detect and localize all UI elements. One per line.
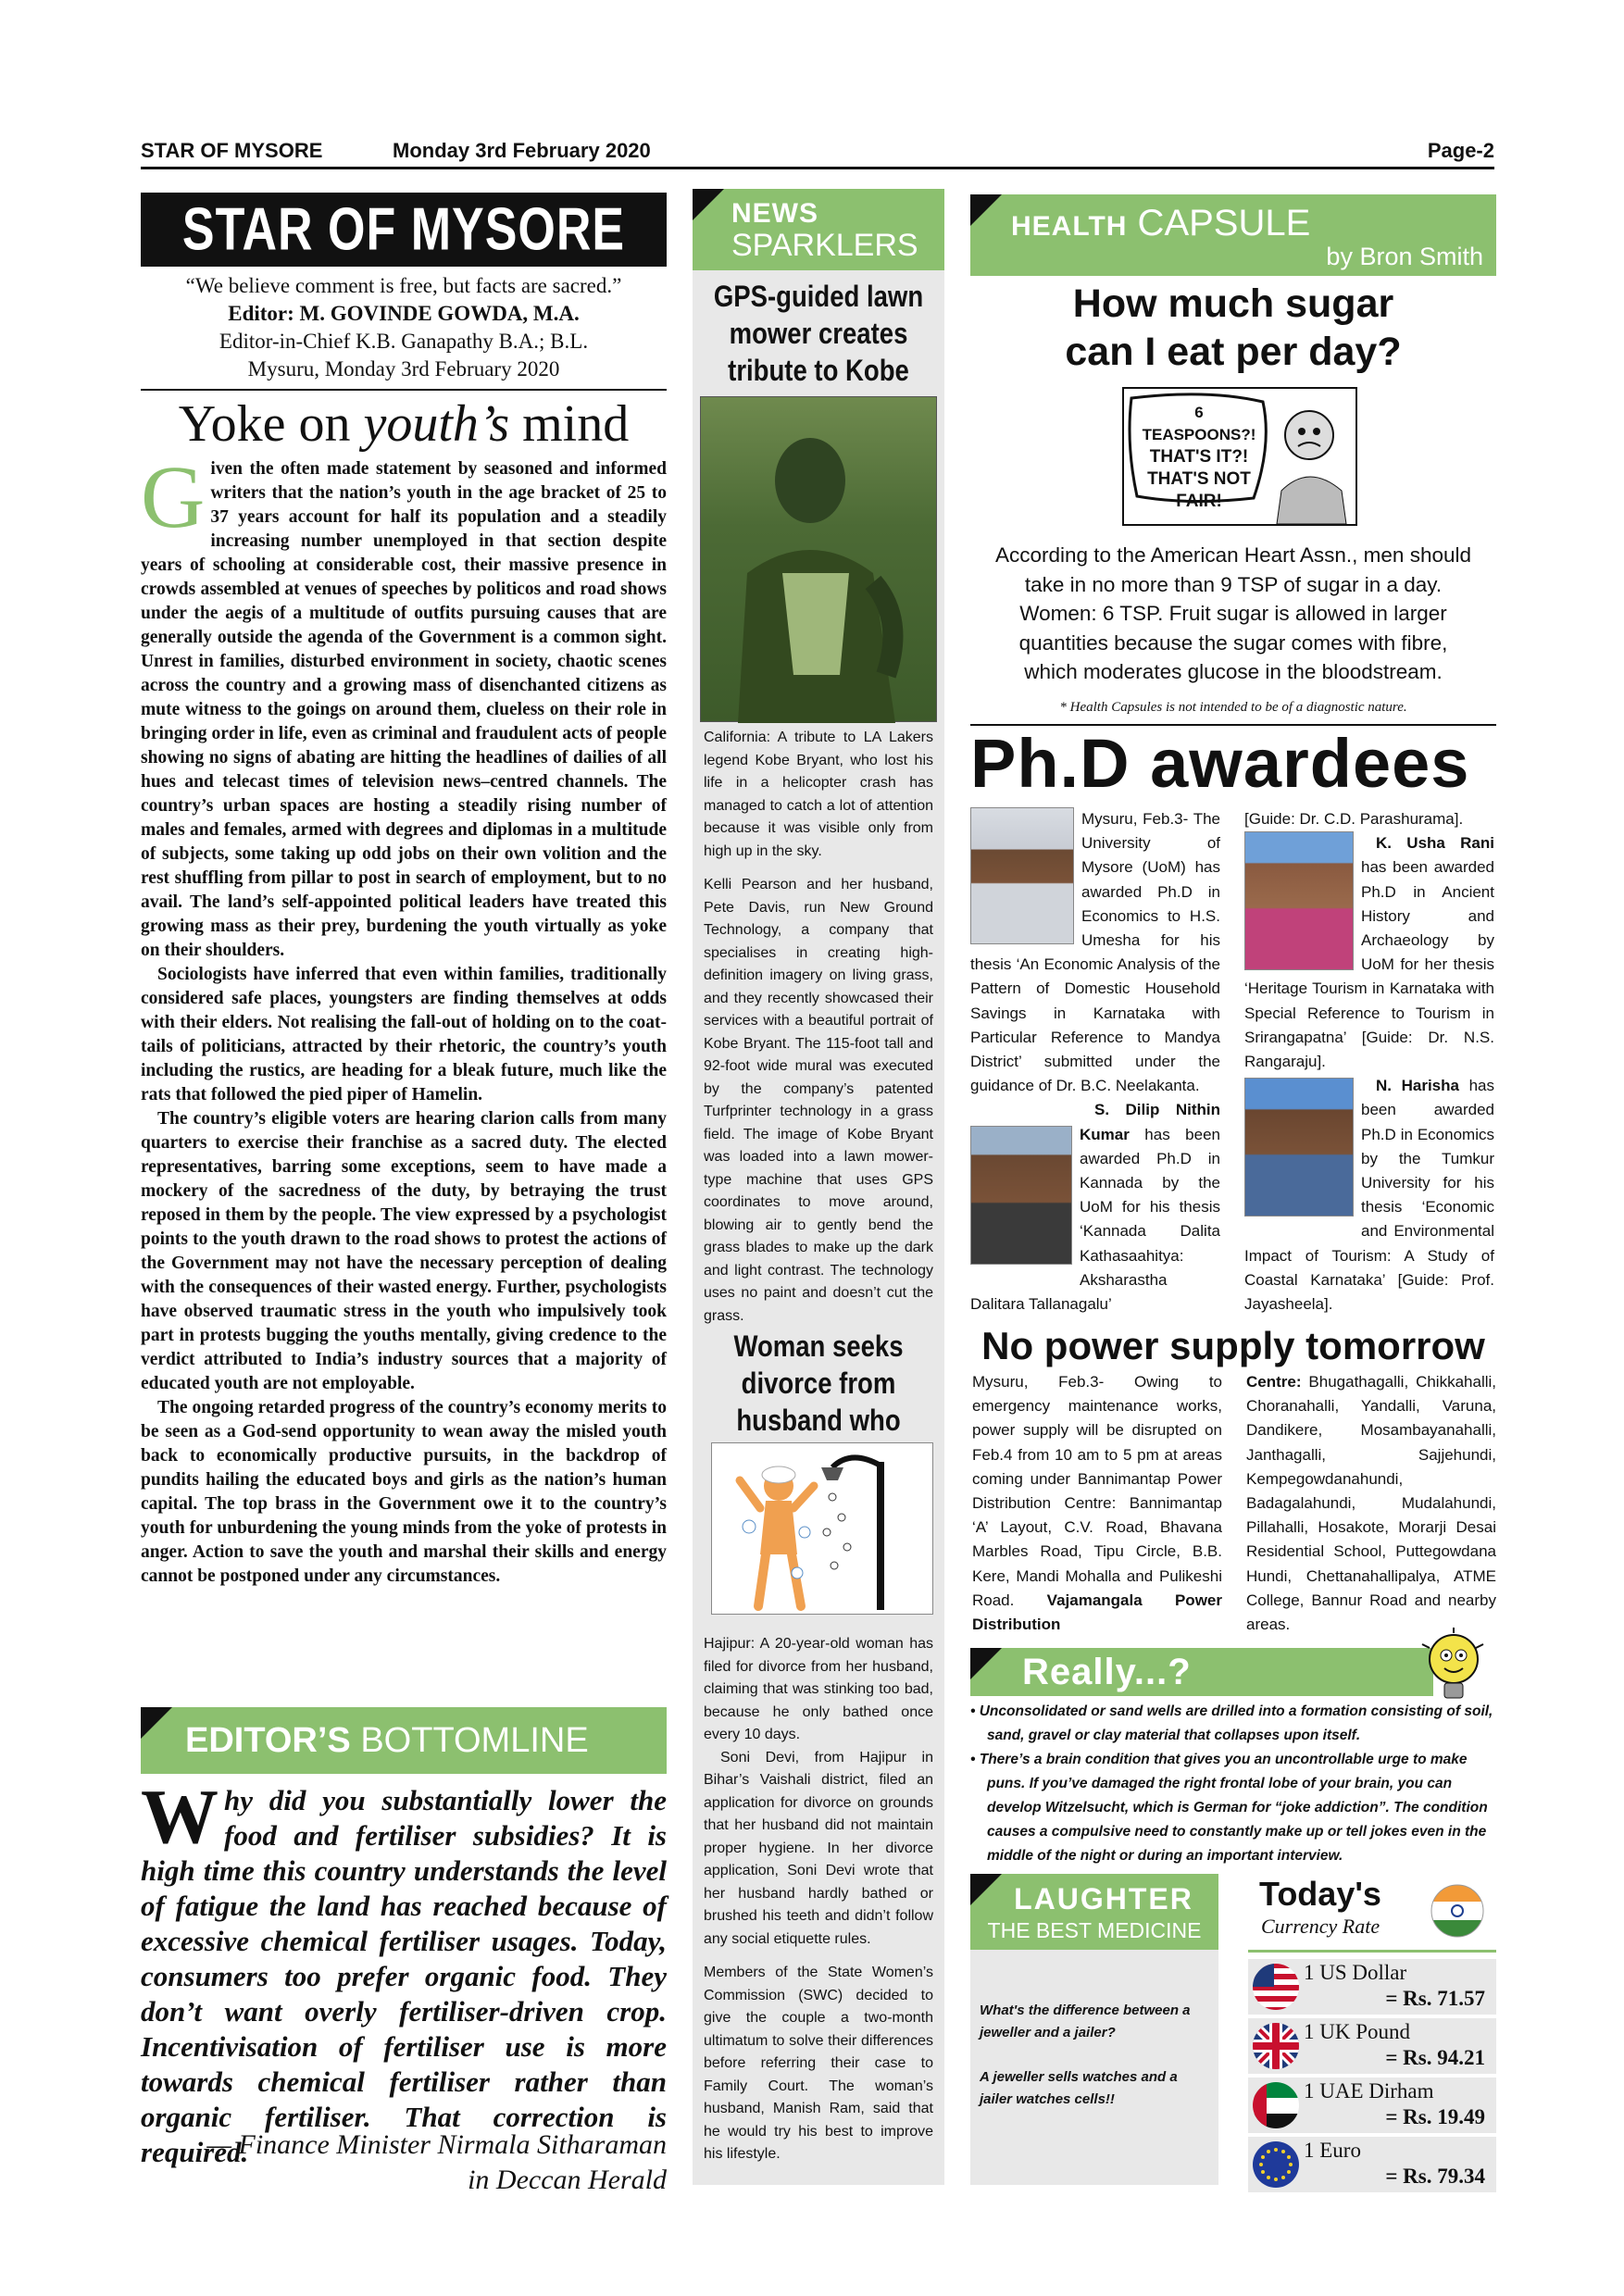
editorial-headline: Yoke on youth’s mind (178, 395, 630, 453)
cartoon-speech: 6 TEASPOONS?! THAT'S IT?! THAT'S NOT FAIR! (1142, 404, 1256, 511)
sparklers-story2-body (704, 1633, 933, 2166)
sparklers-story1-body (704, 727, 933, 1328)
kobe-portrait-icon (701, 397, 938, 723)
masthead-motto: “We believe comment is free, but facts are sacred.” (185, 274, 622, 297)
sparklers-story1-headline: GPS-guided lawn mower creates tribute to Kobe (713, 280, 924, 387)
health-headline: How much sugar can I eat per day? (1065, 281, 1402, 374)
masthead-editor: Editor: M. GOVINDE GOWDA, M.A. (228, 302, 580, 325)
phd-column-2 (1244, 807, 1494, 1316)
banner-corner (970, 194, 1002, 226)
phd-column-1 (970, 807, 1220, 1316)
harisha-photo (1244, 1078, 1354, 1217)
phd-umesha-text: Mysuru, Feb.3- The University of Mysore (UoM) has awarded Ph.D in Economics to H.S. Umesha for his thesis ‘An Economic Analysis of the Pattern of Domestic Household Savings in Karnataka with Particular Reference to Mandya District’ submitted under the guidance of Dr. B.C. Neelakanta. (970, 810, 1220, 1095)
umesha-photo (970, 807, 1074, 944)
story2-paragraph-3: Members of the State Women’s Commission (SWC) decided to give the couple a two-month ultimatum to solve their differences before referring their case to Family Court. The woman’s husband, Manish Ram, said that he would try his best to improve his lifestyle. (704, 1965, 933, 2162)
dilip-photo (970, 1126, 1072, 1265)
usha-rani-photo (1244, 831, 1354, 970)
editorial-paragraph-2: Sociologists have inferred that even within families, traditionally considered safe places, youngsters are finding themselves at odds with their elders. Not realising the fall-out of holding on to the coat-tails of politicians, attracted by their rhetoric, the country’s youth including the rustics, are heading for a bleak future, much like the rats that followed the pied piper of Hamelin. (141, 965, 667, 1104)
health-text: According to the American Heart Assn., men should take in no more than 9 TSP of sugar in a day. Women: 6 TSP. Fruit sugar is allowed in larger quantities because the sugar comes with fibre, which moderates glucose in the bloodstream. (994, 543, 1472, 683)
really-facts (970, 1700, 1496, 1868)
phd-headline: Ph.D awardees (970, 725, 1470, 802)
masthead-dateline: Mysuru, Monday 3rd February 2020 (247, 357, 560, 381)
health-title: HEALTH CAPSULE (1011, 203, 1311, 243)
bottomline-title: EDITOR’S BOTTOMLINE (185, 1721, 589, 1760)
kobe-grass-portrait-photo (700, 396, 937, 722)
phd-guide-text: [Guide: Dr. C.D. Parashurama]. (1244, 810, 1464, 828)
currency-title: Today's (1259, 1875, 1381, 1913)
laughter-joke (980, 2000, 1211, 2111)
uae-flag-icon (1252, 2081, 1300, 2129)
currency-row-gbp (1248, 2018, 1496, 2074)
bottomline-attribution: — Finance Minister Nirmala Sitharaman in Deccan Herald (206, 2129, 667, 2195)
sparklers-story2-headline: Woman seeks divorce from husband who (733, 1329, 904, 1437)
health-disclaimer: * Health Capsules is not intended to be of a diagnostic nature. (1059, 700, 1407, 715)
sparklers-banner (693, 189, 944, 270)
us-flag-icon (1252, 1963, 1300, 2011)
sparklers-title: NEWS SPARKLERS (731, 198, 918, 263)
phd-dilip-text: S. Dilip Nithin Kumar has been awarded Ph.D in Kannada by the UoM for his thesis ‘Kannada Dalita Kathasaahitya: Aksharastha Dalitara Tallanagalu’ (970, 1101, 1220, 1314)
lightbulb-icon (1417, 1626, 1491, 1709)
masthead-logo-text: STAR OF MYSORE (181, 195, 626, 264)
joke-answer: A jeweller sells watches and a jailer watches cells!! (980, 2069, 1178, 2107)
currency-box (1248, 1874, 1496, 2188)
really-banner (970, 1648, 1433, 1696)
story1-paragraph-1: California: A tribute to LA Lakers legend Kobe Bryant, who lost his life in a helicopter crash has managed to catch a lot of attention because it was visible only from high up in the sky. (704, 730, 933, 859)
currency-name: 1 UK Pound (1304, 2020, 1411, 2043)
health-byline: by Bron Smith (1326, 243, 1483, 270)
page-header (141, 139, 1494, 167)
power-column-2: Centre: Bhugathagalli, Chikkahalli, Choranahalli, Yandalli, Varuna, Dandikere, Mosambayanahalli, Janthagalli, Sajjehundi, Kempegowdanahundi, Badagalahundi, Mudalahundi, Pillahalli, Hosakote, Morarji Desai Residential School, Puttegowdana Hundi, Chettanahallipalya, ATME College, Bannur Road and nearby areas. (1246, 1373, 1496, 1634)
currency-value: = Rs. 94.21 (1385, 2046, 1485, 2069)
masthead-rule (141, 389, 667, 391)
currency-header-rule (1248, 1950, 1496, 1953)
masthead-logo (141, 193, 667, 267)
power-areas-text-1: Mysuru, Feb.3- Owing to emergency maintenance works, power supply will be disrupted on Feb.4 from 10 am to 5 pm at areas coming under Bannimantap Power Distribution Centre: Bannimantap ‘A’ Layout, C.V. Road, Bhavana Marbles Road, Tipu Circle, B.B. Kere, Mandi Mohalla and Pulikeshi Road. (972, 1373, 1222, 1609)
editorial-paragraph-4: The ongoing retarded progress of the country’s economy merits to be seen as a God-send opportunity to wean away the misled youth back to economically productive pursuits, in the backdrop of pundits hailing the educated boys and girls as the nation’s human capital. The top brass in the Government owe it to the country’s youth for unburdening the young minds from the yoke of protests in anger. Action to save the youth and marshal their skills and energy cannot be postponed under any circumstances. (141, 1398, 667, 1586)
health-cartoon (1122, 387, 1357, 526)
bullet-icon: • (970, 1752, 980, 1767)
eu-flag-icon (1252, 2140, 1300, 2189)
header-page-number: Page-2 (1427, 139, 1494, 162)
shower-man-icon (712, 1443, 934, 1616)
banner-corner (970, 1648, 1002, 1679)
editorial-paragraph-3: The country’s eligible voters are hearing clarion calls from many quarters to exercise their franchise as a sacred duty. The elected representatives, barring some exceptions, seem to have made a mockery of the sacredness of the duty, by betraying the trust reposed in them by the people. The view expressed by a psychologist points to the youth drawn to the road shows to protest the actions of the Government may not have the necessary perception of dealing with the consequences of their wasted energy. Further, psychologists have observed traumatic stress in the youth who impulsively took part in protests bugging the youths mentally, giving credence to the verdict attributed to India’s industry sources that a majority of educated youth are not employable. (141, 1109, 667, 1393)
health-banner (970, 194, 1496, 276)
masthead-chief: Editor-in-Chief K.B. Ganapathy B.A.; B.L. (219, 330, 589, 353)
currency-name: 1 US Dollar (1304, 1961, 1407, 1984)
bottomline-quote (141, 1774, 667, 2170)
shower-illustration (711, 1442, 933, 1615)
bullet-icon: • (970, 1703, 980, 1719)
banner-corner (693, 189, 724, 220)
power-headline: No power supply tomorrow (981, 1324, 1485, 1367)
story1-paragraph-2: Kelli Pearson and her husband, Pete Davis, run New Ground Technology, a company that specialises in creating high-definition imagery on living grass, and they recently showcased their services with a beautiful portrait of Kobe Bryant. The 115-foot tall and 92-foot wide mural was executed by the company’s patented Turfprinter technology in a grass field. The image of Kobe Bryant was loaded into a lawn mower-type machine that uses GPS coordinates to move around, blowing air to gently bend the grass blades to make up the dark and light contrast. The technology uses no paint and doesn’t cut the grass. (704, 877, 933, 1324)
banner-corner (141, 1707, 172, 1739)
power-centre-name: Vajamangala Power Distribution (972, 1591, 1222, 1634)
currency-row-aed (1248, 2078, 1496, 2133)
masthead-info (141, 272, 667, 383)
bottomline-text: hy did you substantially lower the food and fertiliser subsidies? It is high time this country understands the level of fatigue the land has reached because of excessive chemical fertiliser usages. Today, consumers too prefer organic food. They don’t want overly fertiliser-driven crop. Incentivisation of fertiliser use is more towards chemical fertiliser rather than organic fertiliser. That correction is required. (141, 1784, 667, 2168)
editorial-body (141, 447, 667, 1589)
really-title: Really...? (1022, 1652, 1192, 1692)
currency-value: = Rs. 19.49 (1385, 2105, 1485, 2128)
header-date: Monday 3rd February 2020 (393, 139, 651, 162)
currency-value: = Rs. 71.57 (1385, 1987, 1485, 2010)
power-column-1 (972, 1370, 1222, 1637)
story2-paragraph-2: Soni Devi, from Hajipur in Bihar’s Vaishali district, filed an application for divorce on grounds that her husband did not maintain proper hygiene. In her divorce application, Soni Devi wrote that her husband hardly bathed or brushed his teeth and didn’t follow any social etiquette rules. (704, 1749, 933, 1947)
currency-row-eur (1248, 2137, 1496, 2192)
currency-subtitle: Currency Rate (1261, 1915, 1380, 1938)
uk-flag-icon (1252, 2022, 1300, 2070)
editorial-paragraph-1: iven the often made statement by seasoned and informed writers that the nation’s youth in the age bracket of 25 to 37 years account for half its population and a steadily increasing number unemployed in that section despite years of schooling at considerable cost, their massive presence in crowds assembled at venues of speeches by politicos and road shows under the aegis of a multitude of outfits pursuing causes that are generally outside the agenda of the Government is a common sight. Unrest in families, disturbed environment in society, chaotic scenes across the country and a growing mass of disenchanted citizens as mute witness to the goings on around them, clueless on their role in bringing order in life, even as criminal and fraudulent acts of people showing no signs of abating are hitting the headlines of dailies of all hues and telecast times of television news–centred channels. The country’s urban spaces are hosting a steadily rising number of males and females, armed with degrees and diplomas in a multitude of subjects, some taking up odd jobs on their own volition and the rest shuffling from pillar to post in search of employment, but to no avail. The land’s self-appointed political leaders have treated this growing mass as their prey, burdening the youth virtually as yoke on their shoulders. (141, 459, 667, 960)
header-paper-name: STAR OF MYSORE (141, 139, 323, 162)
header-rule (141, 167, 1494, 169)
bottomline-banner (141, 1707, 667, 1774)
currency-value: = Rs. 79.34 (1385, 2165, 1485, 2188)
bottomline-dropcap: W (141, 1774, 219, 1860)
currency-name: 1 UAE Dirham (1304, 2079, 1434, 2103)
phd-harisha-text: N. Harisha has been awarded Ph.D in Economics by the Tumkur University for his thesis ‘Economic and Environmental Impact of Tourism: A Study of Coastal Karnataka’ [Guide: Prof. Jayasheela]. (1244, 1077, 1494, 1314)
power-areas-text-2: Bhugathagalli, Chikkahalli, Choranahalli, Yandalli, Varuna, Dandikere, Mosambayanahalli, Janthagalli, Sajjehundi, Kempegowdanahundi, Badagalahundi, Mudalahundi, Pillahalli, Hosakote, Morarji Desai Residential School, Puttegowdana Hundi, Chettanahallipalya, ATME College, Bannur Road and nearby areas. (1246, 1373, 1496, 1634)
really-fact-1: • Unconsolidated or sand wells are drilled into a formation consisting of soil, sand, gravel or clay material that collapses upon itself. (970, 1703, 1493, 1743)
laughter-banner (970, 1874, 1218, 1950)
really-fact-2: • There’s a brain condition that gives you an uncontrollable urge to make puns. If you’ve damaged the right frontal lobe of your brain, you can develop Witzelsucht, which is German for “joke addiction”. The condition causes a compulsive need to constantly make up or tell jokes even in the middle of the night or during an important interview. (970, 1752, 1488, 1864)
phd-usha-text: K. Usha Rani has been awarded Ph.D in Ancient History and Archaeology by UoM for her thesis ‘Heritage Tourism in Karnataka with Special Reference to Tourism in Srirangapatna’ [Guide: Dr. N.S. Rangaraju]. (1244, 834, 1494, 1071)
editorial-dropcap: G (141, 447, 206, 546)
joke-question: What's the difference between a jeweller and a jailer? (980, 2003, 1191, 2040)
story2-paragraph-1: Hajipur: A 20-year-old woman has filed for divorce from her husband, claiming that was stinking too bad, because he only bathed once every 10 days. (704, 1636, 933, 1742)
laughter-title: LAUGHTER THE BEST MEDICINE (987, 1882, 1202, 1942)
india-flag-icon (1430, 1883, 1485, 1939)
currency-name: 1 Euro (1304, 2139, 1361, 2162)
currency-row-usd (1248, 1959, 1496, 2015)
currency-header (1248, 1874, 1496, 1948)
